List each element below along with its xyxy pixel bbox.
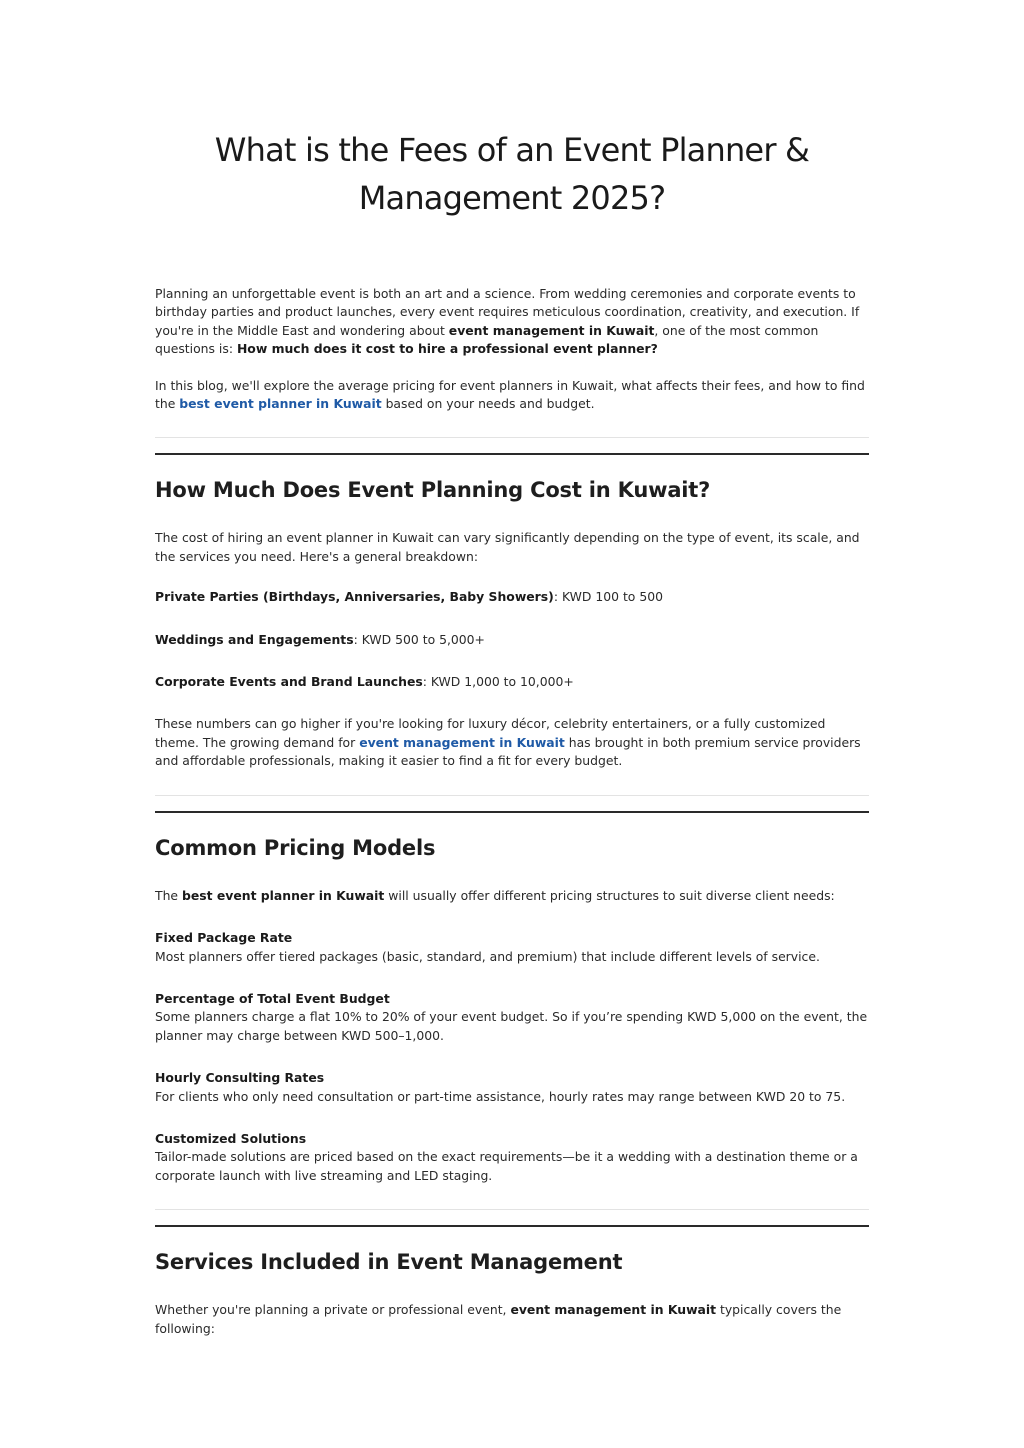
pricing-item	[155, 631, 869, 649]
section3-intro-text-cont: typically covers the following:	[155, 1302, 842, 1336]
pricing-model	[155, 1069, 869, 1106]
section2-intro	[155, 887, 869, 905]
pricing-model	[155, 1130, 869, 1185]
section1-intro: The cost of hiring an event planner in Kuwait can vary significantly depending on the type of event, its scale, and the services you need. Here's a general breakdown:	[155, 530, 860, 564]
section2-intro-text-cont: will usually offer different pricing structures to suit diverse client needs:	[384, 887, 835, 903]
intro-paragraph	[155, 285, 869, 359]
section3-intro-text: Whether you're planning a private or professional event,	[155, 1302, 511, 1318]
pricing-model	[155, 929, 869, 966]
intro-text: Planning an unforgettable event is both an art and a science. From wedding ceremonies and corporate events to birthday parties and product launches, every event requires meticulous coordination, creativity, and execution. If you're in the Middle East and wondering about	[155, 286, 860, 338]
section2-intro-text: The	[155, 887, 182, 903]
pricing-item-value: : KWD 500 to 5,000+	[353, 631, 485, 647]
intro-question: How much does it cost to hire a professional event planner?	[236, 341, 658, 357]
best-event-planner-link[interactable]: best event planner in Kuwait	[179, 396, 382, 412]
intro-paragraph-2	[155, 377, 869, 414]
page-title: What is the Fees of an Event Planner & Management 2025?	[214, 131, 810, 217]
pricing-model-label: Percentage of Total Event Budget	[155, 990, 390, 1006]
pricing-item-label: Weddings and Engagements	[155, 631, 354, 647]
pricing-item-value: : KWD 100 to 500	[553, 589, 663, 605]
section-heading-services: Services Included in Event Management	[155, 1250, 623, 1275]
pricing-item	[155, 588, 869, 606]
section-heading-cost: How Much Does Event Planning Cost in Kuwait?	[155, 478, 711, 503]
intro2-text-cont: based on your needs and budget.	[381, 396, 595, 412]
section3-intro-bold: event management in Kuwait	[510, 1302, 717, 1318]
pricing-model-text: Tailor-made solutions are priced based on the exact requirements—be it a wedding with a destination theme or a corporate launch with live streaming and LED staging.	[155, 1149, 858, 1183]
pricing-model-text: For clients who only need consultation or part-time assistance, hourly rates may range between KWD 20 to 75.	[155, 1088, 846, 1104]
pricing-model-label: Customized Solutions	[155, 1130, 307, 1146]
pricing-model	[155, 990, 869, 1045]
pricing-item-value: : KWD 1,000 to 10,000+	[422, 674, 574, 690]
pricing-model-text: Most planners offer tiered packages (basic, standard, and premium) that include different levels of service.	[155, 948, 820, 964]
article-body	[155, 285, 869, 1338]
section2-intro-bold: best event planner in Kuwait	[181, 887, 385, 903]
event-management-link[interactable]: event management in Kuwait	[359, 734, 565, 750]
section-heading-pricing-models: Common Pricing Models	[155, 835, 436, 860]
pricing-item	[155, 673, 869, 691]
outro-text: These numbers can go higher if you're looking for luxury décor, celebrity entertainers, or a fully customized theme. The growing demand for	[155, 716, 826, 750]
intro-bold-keyword: event management in Kuwait	[448, 322, 655, 338]
pricing-item-label: Corporate Events and Brand Launches	[155, 674, 423, 690]
outro-text-cont: has brought in both premium service providers and affordable professionals, making it easier to find a fit for every budget.	[155, 734, 861, 769]
section1-outro	[155, 715, 869, 770]
section3-intro	[155, 1301, 869, 1338]
intro2-text: In this blog, we'll explore the average pricing for event planners in Kuwait, what affects their fees, and how to find the	[155, 377, 865, 412]
pricing-item-label: Private Parties (Birthdays, Anniversaries, Baby Showers)	[155, 589, 554, 605]
pricing-model-label: Fixed Package Rate	[155, 930, 293, 946]
intro-text-cont: , one of the most common questions is:	[155, 322, 819, 357]
pricing-model-label: Hourly Consulting Rates	[155, 1070, 325, 1086]
pricing-model-text: Some planners charge a flat 10% to 20% of your event budget. So if you’re spending KWD 5,000 on the event, the planner may charge between KWD 500–1,000.	[155, 1009, 868, 1043]
